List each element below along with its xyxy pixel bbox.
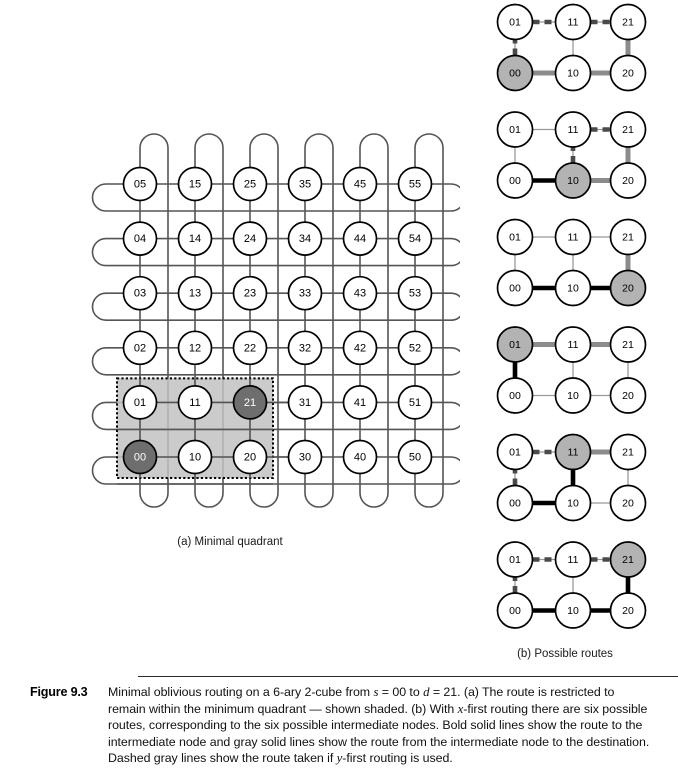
caption-var-d: d — [423, 685, 430, 699]
torus-node-01 — [124, 386, 157, 419]
torus-node-22 — [234, 331, 267, 364]
route-nodes — [498, 112, 646, 198]
route-node-20 — [611, 163, 646, 198]
node-label: 20 — [622, 605, 634, 617]
torus-node-35 — [289, 168, 322, 201]
subcaption-a: (a) Minimal quadrant — [177, 536, 283, 548]
torus-node-12 — [179, 331, 212, 364]
node-label: 00 — [509, 282, 521, 295]
node-label: 32 — [298, 342, 312, 355]
node-label: 20 — [622, 67, 634, 80]
route-node-10 — [556, 593, 591, 628]
node-label: 01 — [509, 16, 521, 29]
node-label: 20 — [243, 451, 257, 464]
route-node-01 — [498, 542, 533, 577]
node-label: 10 — [567, 497, 579, 510]
node-label: 30 — [298, 451, 312, 464]
route-node-01 — [498, 327, 533, 362]
caption-rule — [138, 676, 678, 677]
node-label: 35 — [298, 178, 312, 191]
caption-part-3: -first routing is used. — [342, 751, 453, 766]
node-label: 11 — [567, 16, 579, 29]
node-label: 53 — [408, 287, 422, 300]
route-node-10 — [556, 271, 591, 306]
torus-node-30 — [289, 441, 322, 474]
node-label: 10 — [567, 67, 579, 80]
node-label: 11 — [567, 446, 579, 459]
node-label: 01 — [509, 231, 521, 244]
torus-node-25 — [234, 168, 267, 201]
node-label: 01 — [509, 554, 521, 566]
node-label: 24 — [243, 233, 257, 246]
torus-node-15 — [179, 168, 212, 201]
route-node-00 — [498, 486, 533, 521]
route-node-21 — [611, 112, 646, 147]
node-label: 21 — [622, 446, 634, 459]
route-node-01 — [498, 220, 533, 255]
route-node-10 — [556, 486, 591, 521]
torus-node-23 — [234, 277, 267, 310]
node-label: 00 — [509, 390, 521, 402]
torus-node-04 — [124, 222, 157, 255]
node-label: 21 — [622, 231, 634, 244]
node-label: 51 — [408, 396, 422, 409]
caption-var-y: y — [336, 751, 343, 766]
node-label: 21 — [622, 124, 634, 136]
torus-node-53 — [399, 277, 432, 310]
node-label: 31 — [298, 396, 312, 409]
caption-var-s: s — [373, 685, 379, 699]
node-label: 15 — [188, 178, 202, 191]
torus-node-10 — [179, 441, 212, 474]
node-label: 00 — [509, 497, 521, 510]
node-label: 04 — [133, 233, 147, 246]
torus-node-31 — [289, 386, 322, 419]
caption-part-2: -first routing there are six possible routes, corresponding to the six possible intermediate nodes. Bold solid lines show the route to the intermediate node and gray solid lines show the route from the intermediate node to the destination. Dashed gray lines show the route taken if — [108, 701, 650, 766]
node-label: 10 — [567, 175, 579, 187]
route-node-11 — [556, 542, 591, 577]
route-node-00 — [498, 163, 533, 198]
torus-node-44 — [344, 222, 377, 255]
node-label: 11 — [567, 231, 579, 244]
node-label: 14 — [188, 233, 202, 246]
route-node-21 — [611, 542, 646, 577]
torus-node-50 — [399, 441, 432, 474]
torus-node-00 — [124, 441, 157, 474]
node-label: 20 — [622, 497, 634, 510]
route-node-11 — [556, 112, 591, 147]
route-diagram-1 — [498, 5, 646, 91]
node-label: 01 — [509, 446, 521, 459]
torus-node-05 — [124, 168, 157, 201]
route-node-01 — [498, 112, 533, 147]
node-label: 21 — [622, 554, 634, 566]
route-diagram-6 — [498, 542, 646, 628]
route-nodes — [498, 542, 646, 628]
torus-node-13 — [179, 277, 212, 310]
node-label: 02 — [133, 342, 147, 355]
node-label: 10 — [567, 605, 579, 617]
node-label: 11 — [567, 339, 579, 351]
route-node-21 — [611, 220, 646, 255]
node-label: 41 — [353, 396, 367, 409]
route-node-20 — [611, 593, 646, 628]
route-nodes — [498, 327, 646, 413]
node-label: 21 — [243, 396, 257, 409]
route-diagram-5 — [498, 435, 646, 521]
caption-var-x: x — [457, 701, 464, 716]
node-label: 54 — [408, 233, 422, 246]
route-diagram-2 — [498, 112, 646, 198]
route-node-11 — [556, 327, 591, 362]
route-node-21 — [611, 5, 646, 40]
node-label: 11 — [567, 124, 579, 136]
route-node-00 — [498, 271, 533, 306]
node-label: 34 — [298, 233, 312, 246]
route-node-01 — [498, 435, 533, 470]
node-label: 01 — [509, 339, 521, 351]
torus-node-14 — [179, 222, 212, 255]
node-label: 44 — [353, 233, 367, 246]
node-label: 00 — [133, 451, 147, 464]
node-label: 42 — [353, 342, 367, 355]
node-label: 50 — [408, 451, 422, 464]
possible-routes-diagrams — [452, 0, 678, 648]
node-label: 12 — [188, 342, 202, 355]
node-label: 00 — [509, 605, 521, 617]
node-label: 43 — [353, 287, 367, 300]
node-label: 00 — [509, 175, 521, 187]
node-label: 10 — [567, 282, 579, 295]
torus-node-33 — [289, 277, 322, 310]
node-label: 01 — [509, 124, 521, 136]
torus-node-45 — [344, 168, 377, 201]
node-label: 03 — [133, 287, 147, 300]
node-label: 52 — [408, 342, 422, 355]
route-nodes — [498, 5, 646, 91]
node-label: 00 — [509, 67, 521, 80]
caption-part-eq1: = 00 to — [378, 685, 424, 699]
node-label: 40 — [353, 451, 367, 464]
route-node-20 — [611, 486, 646, 521]
route-diagram-4 — [498, 327, 646, 413]
route-node-00 — [498, 378, 533, 413]
route-node-10 — [556, 378, 591, 413]
node-label: 25 — [243, 178, 257, 191]
torus-node-51 — [399, 386, 432, 419]
torus-node-02 — [124, 331, 157, 364]
route-node-00 — [498, 593, 533, 628]
torus-node-43 — [344, 277, 377, 310]
caption-part-eq2: = 21. (a) The route is restricted to remain within the minimum quadrant — shown shaded. (b) With — [108, 685, 615, 716]
node-label: 10 — [188, 451, 202, 464]
node-label: 20 — [622, 282, 634, 295]
node-label: 11 — [189, 396, 201, 409]
torus-node-34 — [289, 222, 322, 255]
caption-part-1: Minimal oblivious routing on a 6-ary 2-cube from — [108, 685, 374, 699]
torus-node-03 — [124, 277, 157, 310]
node-label: 23 — [243, 287, 257, 300]
torus-node-52 — [399, 331, 432, 364]
torus-node-32 — [289, 331, 322, 364]
torus-node-24 — [234, 222, 267, 255]
route-nodes — [498, 220, 646, 306]
route-node-11 — [556, 435, 591, 470]
torus-node-20 — [234, 441, 267, 474]
torus-node-21 — [234, 386, 267, 419]
node-label: 01 — [133, 396, 147, 409]
route-node-10 — [556, 56, 591, 91]
route-node-01 — [498, 5, 533, 40]
route-diagram-3 — [498, 220, 646, 306]
route-node-10 — [556, 163, 591, 198]
route-node-00 — [498, 56, 533, 91]
node-label: 33 — [298, 287, 312, 300]
node-label: 05 — [133, 178, 147, 191]
subcaption-b: (b) Possible routes — [517, 648, 613, 660]
route-node-11 — [556, 220, 591, 255]
torus-node-54 — [399, 222, 432, 255]
node-label: 55 — [408, 178, 422, 191]
node-label: 11 — [567, 554, 579, 566]
node-label: 20 — [622, 175, 634, 187]
caption-text — [108, 684, 650, 767]
figure-number: Figure 9.3 — [30, 685, 88, 699]
torus-node-11 — [179, 386, 212, 419]
route-node-20 — [611, 56, 646, 91]
route-node-21 — [611, 327, 646, 362]
torus-node-40 — [344, 441, 377, 474]
torus-node-42 — [344, 331, 377, 364]
minimal-quadrant-diagram — [0, 0, 460, 536]
node-label: 20 — [622, 390, 634, 402]
node-label: 21 — [622, 16, 634, 29]
node-label: 10 — [567, 390, 579, 402]
route-node-20 — [611, 378, 646, 413]
route-node-11 — [556, 5, 591, 40]
route-node-20 — [611, 271, 646, 306]
torus-node-41 — [344, 386, 377, 419]
node-label: 22 — [243, 342, 257, 355]
node-label: 45 — [353, 178, 367, 191]
torus-node-55 — [399, 168, 432, 201]
route-node-21 — [611, 435, 646, 470]
node-label: 21 — [622, 339, 634, 351]
node-label: 13 — [188, 287, 202, 300]
